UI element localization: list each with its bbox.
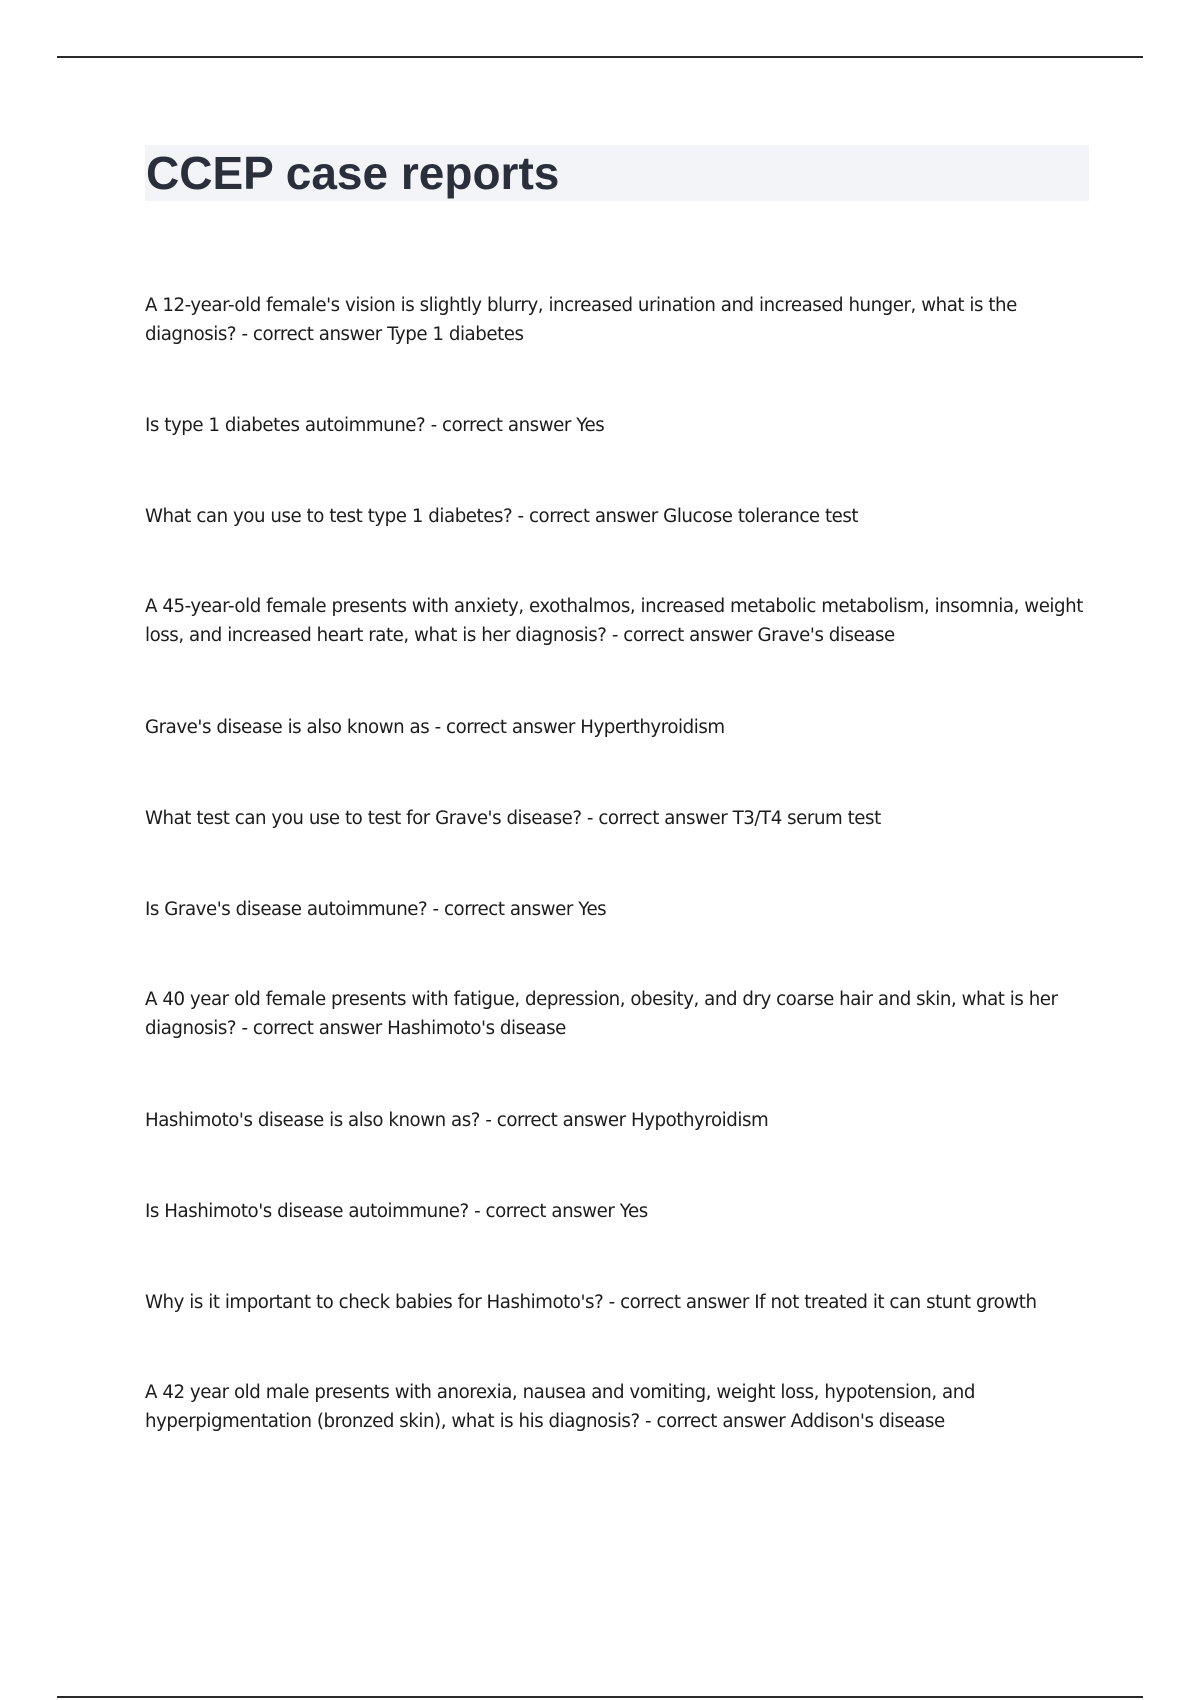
answer-text: Yes: [619, 1201, 648, 1222]
answer-prefix: correct answer: [496, 1110, 626, 1131]
question-text: Is Grave's disease autoimmune?: [145, 899, 428, 920]
separator: -: [236, 324, 253, 345]
separator: -: [427, 899, 444, 920]
answer-text: Hypothyroidism: [630, 1110, 769, 1131]
answer-prefix: correct answer: [528, 506, 658, 527]
qa-item: [145, 1197, 1095, 1226]
answer-text: Addison's disease: [790, 1411, 945, 1432]
separator: -: [429, 717, 447, 738]
question-text: Is type 1 diabetes autoimmune?: [145, 415, 426, 436]
separator: -: [468, 1201, 486, 1222]
separator: -: [603, 1292, 621, 1313]
question-text: A 45-year-old female presents with anxiety, exothalmos, increased metabolic metabolism, insomnia, weight loss, and increased heart rate, what is her diagnosis?: [145, 596, 1083, 646]
question-text: Is Hashimoto's disease autoimmune?: [145, 1201, 469, 1222]
separator: -: [639, 1411, 657, 1432]
answer-prefix: correct answer: [598, 808, 728, 829]
question-text: A 12-year-old female's vision is slightly blurry, increased urination and increased hunger, what is the diagnosis?: [145, 295, 1017, 345]
qa-item: [145, 713, 1095, 742]
answer-prefix: correct answer: [656, 1411, 786, 1432]
question-text: Grave's disease is also known as: [145, 717, 430, 738]
qa-item: [145, 804, 1095, 833]
qa-item: [145, 1378, 1095, 1436]
answer-text: Glucose tolerance test: [663, 506, 859, 527]
qa-item: [145, 502, 1095, 531]
answer-prefix: correct answer: [252, 324, 382, 345]
answer-prefix: correct answer: [485, 1201, 615, 1222]
answer-prefix: correct answer: [444, 899, 573, 920]
qa-item: [145, 592, 1095, 650]
separator: -: [236, 1018, 253, 1039]
footer-rule: [57, 1696, 1143, 1698]
answer-text: If not treated it can stunt growth: [754, 1292, 1037, 1313]
answer-text: Hyperthyroidism: [580, 717, 725, 738]
separator: -: [512, 506, 529, 527]
separator: -: [606, 625, 624, 646]
answer-text: Type 1 diabetes: [387, 324, 524, 345]
answer-prefix: correct answer: [442, 415, 571, 436]
answer-text: Hashimoto's disease: [387, 1018, 566, 1039]
qa-item: [145, 291, 1095, 349]
separator: -: [581, 808, 599, 829]
header-rule: [57, 56, 1143, 58]
answer-prefix: correct answer: [252, 1018, 382, 1039]
answer-prefix: correct answer: [446, 717, 575, 738]
question-text: A 42 year old male presents with anorexia, nausea and vomiting, weight loss, hypotension, and hyperpigmentation (bronzed skin), what is his diagnosis?: [145, 1382, 975, 1432]
answer-text: Yes: [578, 899, 607, 920]
page-title: CCEP case reports: [146, 147, 560, 199]
qa-item: [145, 1106, 1095, 1135]
answer-text: T3/T4 serum test: [732, 808, 881, 829]
answer-prefix: correct answer: [623, 625, 753, 646]
separator: -: [479, 1110, 497, 1131]
question-text: Hashimoto's disease is also known as?: [145, 1110, 480, 1131]
answer-text: Yes: [576, 415, 605, 436]
qa-item: [145, 1288, 1095, 1317]
separator: -: [425, 415, 443, 436]
qa-item: [145, 895, 1095, 924]
question-text: What test can you use to test for Grave's disease?: [145, 808, 582, 829]
question-text: Why is it important to check babies for Hashimoto's?: [145, 1292, 604, 1313]
qa-item: [145, 411, 1095, 440]
answer-prefix: correct answer: [620, 1292, 749, 1313]
answer-text: Grave's disease: [757, 625, 895, 646]
question-text: What can you use to test type 1 diabetes?: [145, 506, 513, 527]
qa-item: [145, 985, 1095, 1043]
question-text: A 40 year old female presents with fatigue, depression, obesity, and dry coarse hair and skin, what is her diagnosis?: [145, 989, 1058, 1039]
